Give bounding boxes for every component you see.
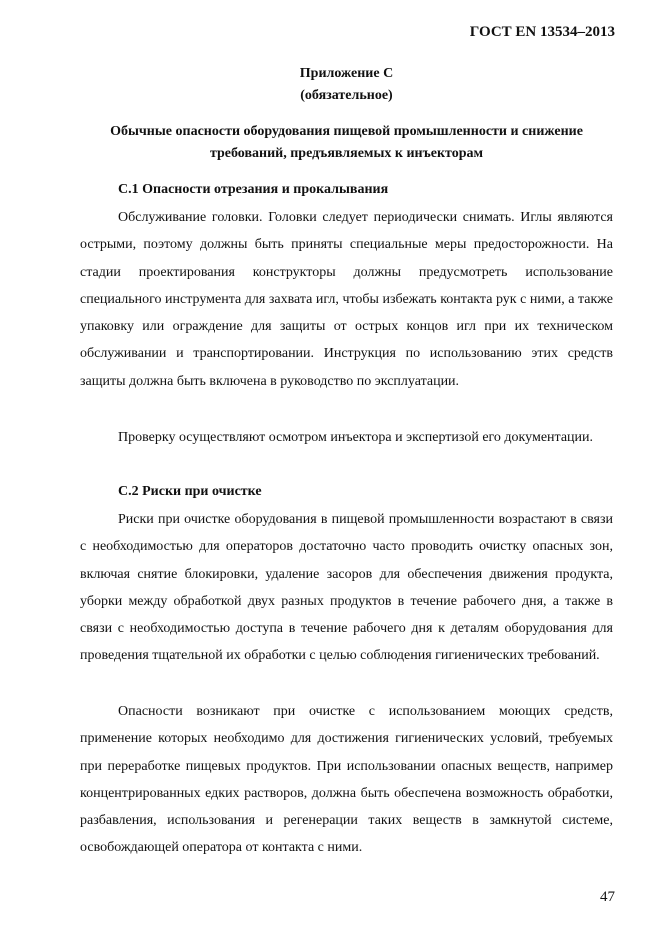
paragraph-c1-2: Проверку осуществляют осмотром инъектора и экспертизой его документации. xyxy=(118,430,594,445)
appendix-title: Приложение С xyxy=(299,66,394,81)
paragraph-c1-1: Обслуживание головки. Головки следует периодически снимать. Иглы являются острыми, поэтому должны быть приняты специальные меры предосторожности. На стадии проектирования конструкторы должны предусмотреть использование специального инструмента для захвата игл, чтобы избежать контакта рук с ними, а также упаковку или ограждение для защиты от острых концов игл при их техническом обслуживании и транспортировании. Инструкция по использованию этих средств защиты должна быть включена в руководство по эксплуатации. xyxy=(80,210,613,389)
appendix-heading-line-1: Обычные опасности оборудования пищевой промышленности и снижение xyxy=(110,124,583,139)
appendix-heading-line-2: требований, предъявляемых к инъекторам xyxy=(209,146,484,161)
paragraph-c2-1: Риски при очистке оборудования в пищевой промышленности возрастают в связи с необходимостью для операторов достаточно часто проводить очистку опасных зон, включая снятие блокировки, удаление засоров для обеспечения движения продукта, уборки между обработкой двух разных продуктов в течение рабочего дня, а также в связи с необходимостью доступа в течение рабочего дня к деталям оборудования для проведения тщательной их обработки с целью соблюдения гигиенических требований. xyxy=(80,512,613,664)
appendix-status: (обязательное) xyxy=(300,88,393,103)
document-code: ГОСТ EN 13534–2013 xyxy=(469,24,615,40)
page-number: 47 xyxy=(600,889,615,905)
paragraph-c2-2: Опасности возникают при очистке с использованием моющих средств, применение которых необходимо для достижения гигиенических условий, требуемых при переработке пищевых продуктов. При использовании опасных веществ, например концентрированных едких растворов, должна быть обеспечена возможность обработки, разбавления, использования и регенерации таких веществ в замкнутой системе, освобождающей оператора от контакта с ними. xyxy=(80,704,613,856)
section-heading-c2: С.2 Риски при очистке xyxy=(118,484,262,499)
section-heading-c1: С.1 Опасности отрезания и прокалывания xyxy=(118,182,389,197)
